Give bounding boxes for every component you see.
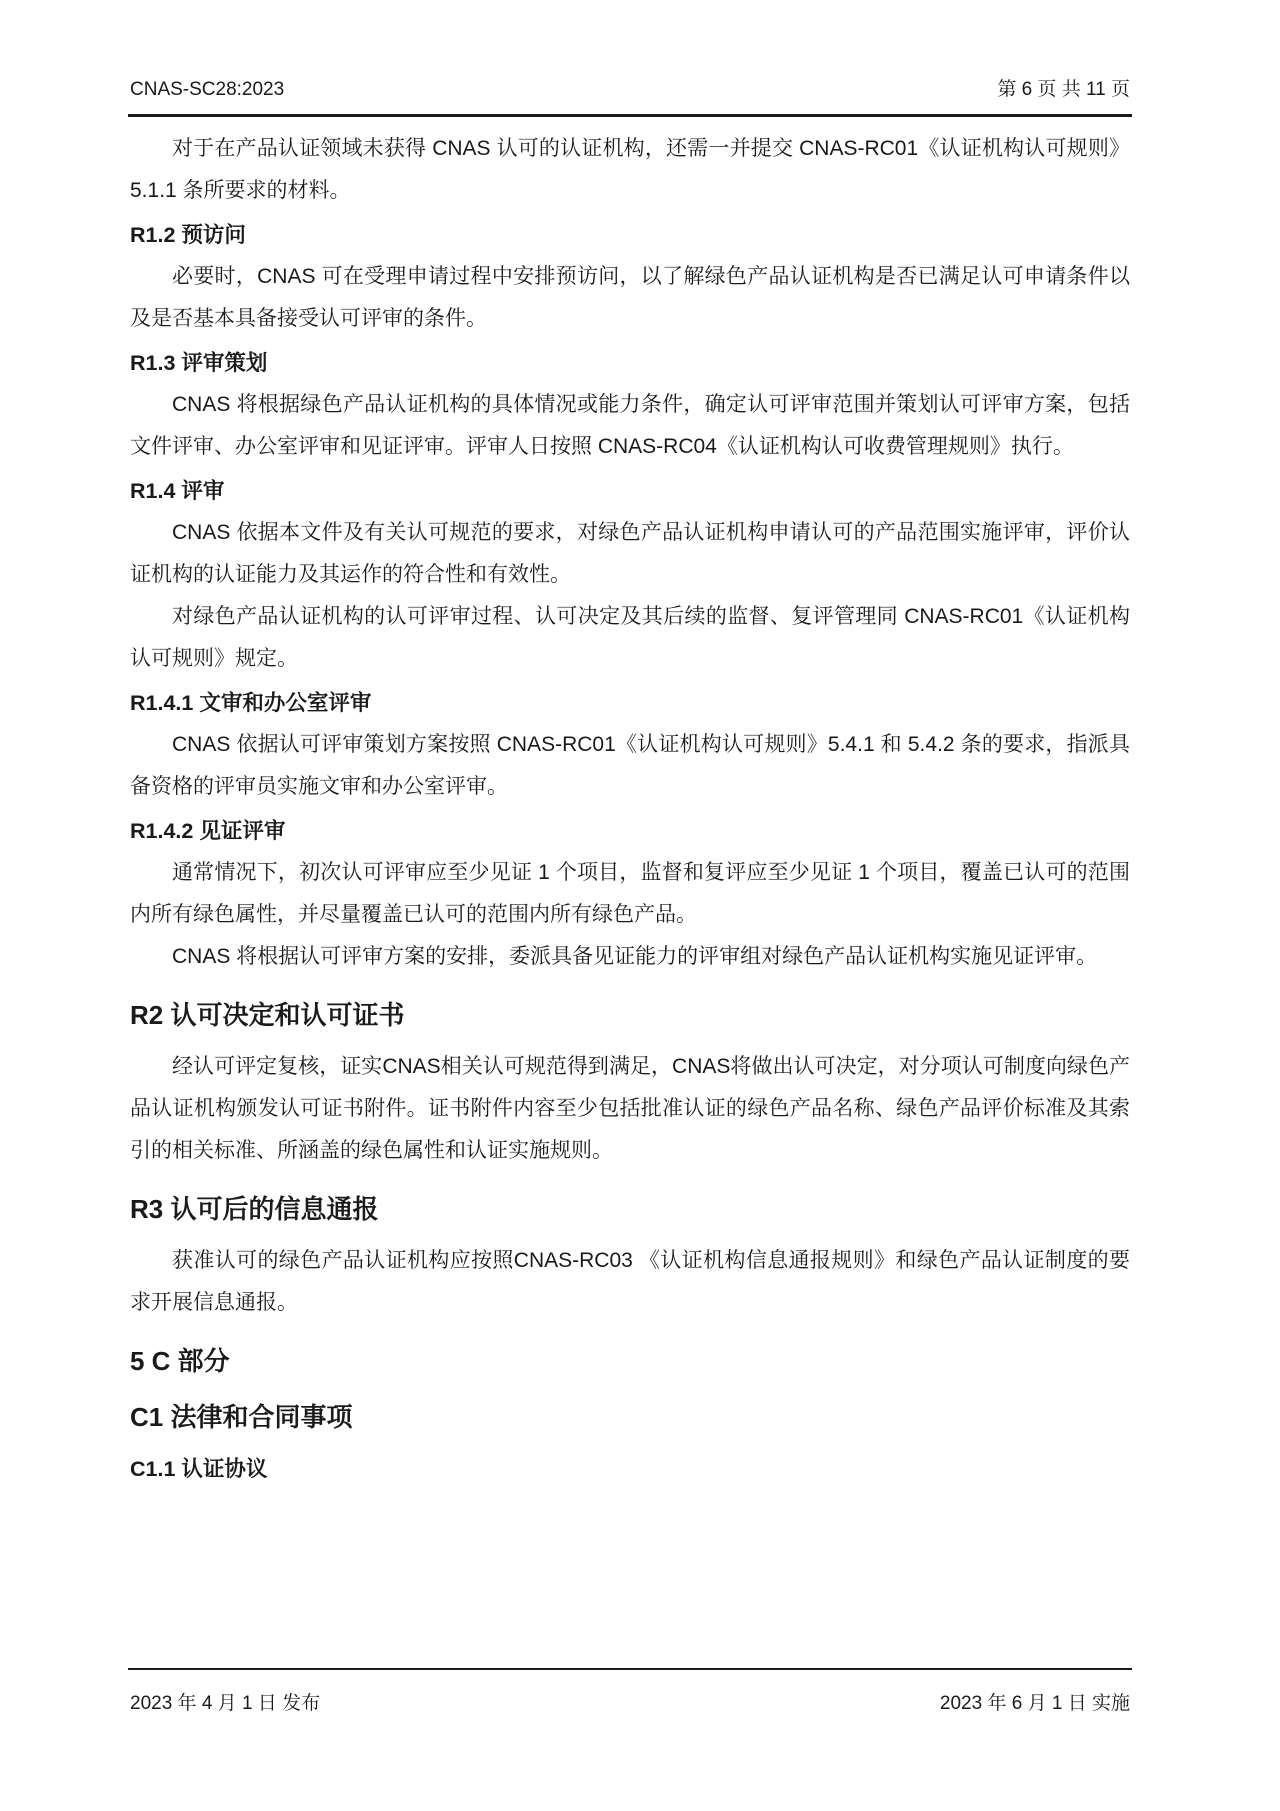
paragraph-witness-items: 通常情况下，初次认可评审应至少见证 1 个项目，监督和复评应至少见证 1 个项目，覆盖已认可的范围内所有绿色属性，并尽量覆盖已认可的范围内所有绿色产品。: [130, 861, 1130, 926]
heading-c1-1-cert-agreement: C1.1 认证协议: [130, 1457, 268, 1481]
paragraph-witness-team: CNAS 将根据认可评审方案的安排，委派具备见证能力的评审组对绿色产品认证机构实施见证评审。: [172, 945, 1098, 968]
heading-r1-2-pre-visit: R1.2 预访问: [130, 223, 246, 247]
header-divider: [128, 114, 1132, 117]
paragraph-pre-visit: 必要时，CNAS 可在受理申请过程中安排预访问，以了解绿色产品认证机构是否已满足认可申请条件以及是否基本具备接受认可评审的条件。: [130, 265, 1130, 330]
paragraph-assessment-process: 对绿色产品认证机构的认可评审过程、认可决定及其后续的监督、复评管理同 CNAS-RC01《认证机构认可规则》规定。: [130, 605, 1130, 670]
heading-r1-4-2-witness-review: R1.4.2 见证评审: [130, 819, 286, 843]
page-footer: [130, 1688, 1130, 1715]
paragraph-doc-office-review: CNAS 依据认可评审策划方案按照 CNAS-RC01《认证机构认可规则》5.4.1 和 5.4.2 条的要求，指派具备资格的评审员实施文审和办公室评审。: [130, 733, 1130, 798]
release-date: 2023 年 4 月 1 日 发布: [130, 1693, 321, 1714]
heading-r1-3-assessment-plan: R1.3 评审策划: [130, 351, 268, 375]
heading-5-c-part: 5 C 部分: [130, 1346, 230, 1376]
heading-r1-4-assessment: R1.4 评审: [130, 479, 225, 503]
paragraph-assessment-plan: CNAS 将根据绿色产品认证机构的具体情况或能力条件，确定认可评审范围并策划认可评审方案，包括文件评审、办公室评审和见证评审。评审人日按照 CNAS-RC04《认证机构认可收费管理规则》执行。: [130, 393, 1130, 458]
doc-code: CNAS-SC28:2023: [130, 79, 285, 100]
page-header: [130, 74, 1130, 101]
heading-c1-legal-contract: C1 法律和合同事项: [130, 1402, 353, 1432]
heading-r2-decision-certificate: R2 认可决定和认可证书: [130, 1000, 405, 1030]
paragraph-information-report: 获准认可的绿色产品认证机构应按照CNAS-RC03 《认证机构信息通报规则》和绿色产品认证制度的要求开展信息通报。: [130, 1249, 1130, 1314]
paragraph-rc01-materials: 对于在产品认证领域未获得 CNAS 认可的认证机构，还需一并提交 CNAS-RC01《认证机构认可规则》5.1.1 条所要求的材料。: [130, 137, 1130, 202]
heading-r1-4-1-doc-office-review: R1.4.1 文审和办公室评审: [130, 691, 372, 715]
footer-divider: [128, 1668, 1132, 1670]
page-number: 第 6 页 共 11 页: [997, 79, 1130, 100]
document-body: [130, 128, 1130, 1490]
paragraph-decision-certificate: 经认可评定复核，证实CNAS相关认可规范得到满足，CNAS将做出认可决定，对分项认可制度向绿色产品认证机构颁发认可证书附件。证书附件内容至少包括批准认证的绿色产品名称、绿色产品评价标准及其索引的相关标准、所涵盖的绿色属性和认证实施规则。: [130, 1055, 1130, 1162]
implement-date: 2023 年 6 月 1 日 实施: [939, 1693, 1130, 1714]
heading-r3-information-report: R3 认可后的信息通报: [130, 1194, 379, 1224]
paragraph-assessment-scope: CNAS 依据本文件及有关认可规范的要求，对绿色产品认证机构申请认可的产品范围实施评审，评价认证机构的认证能力及其运作的符合性和有效性。: [130, 521, 1130, 586]
